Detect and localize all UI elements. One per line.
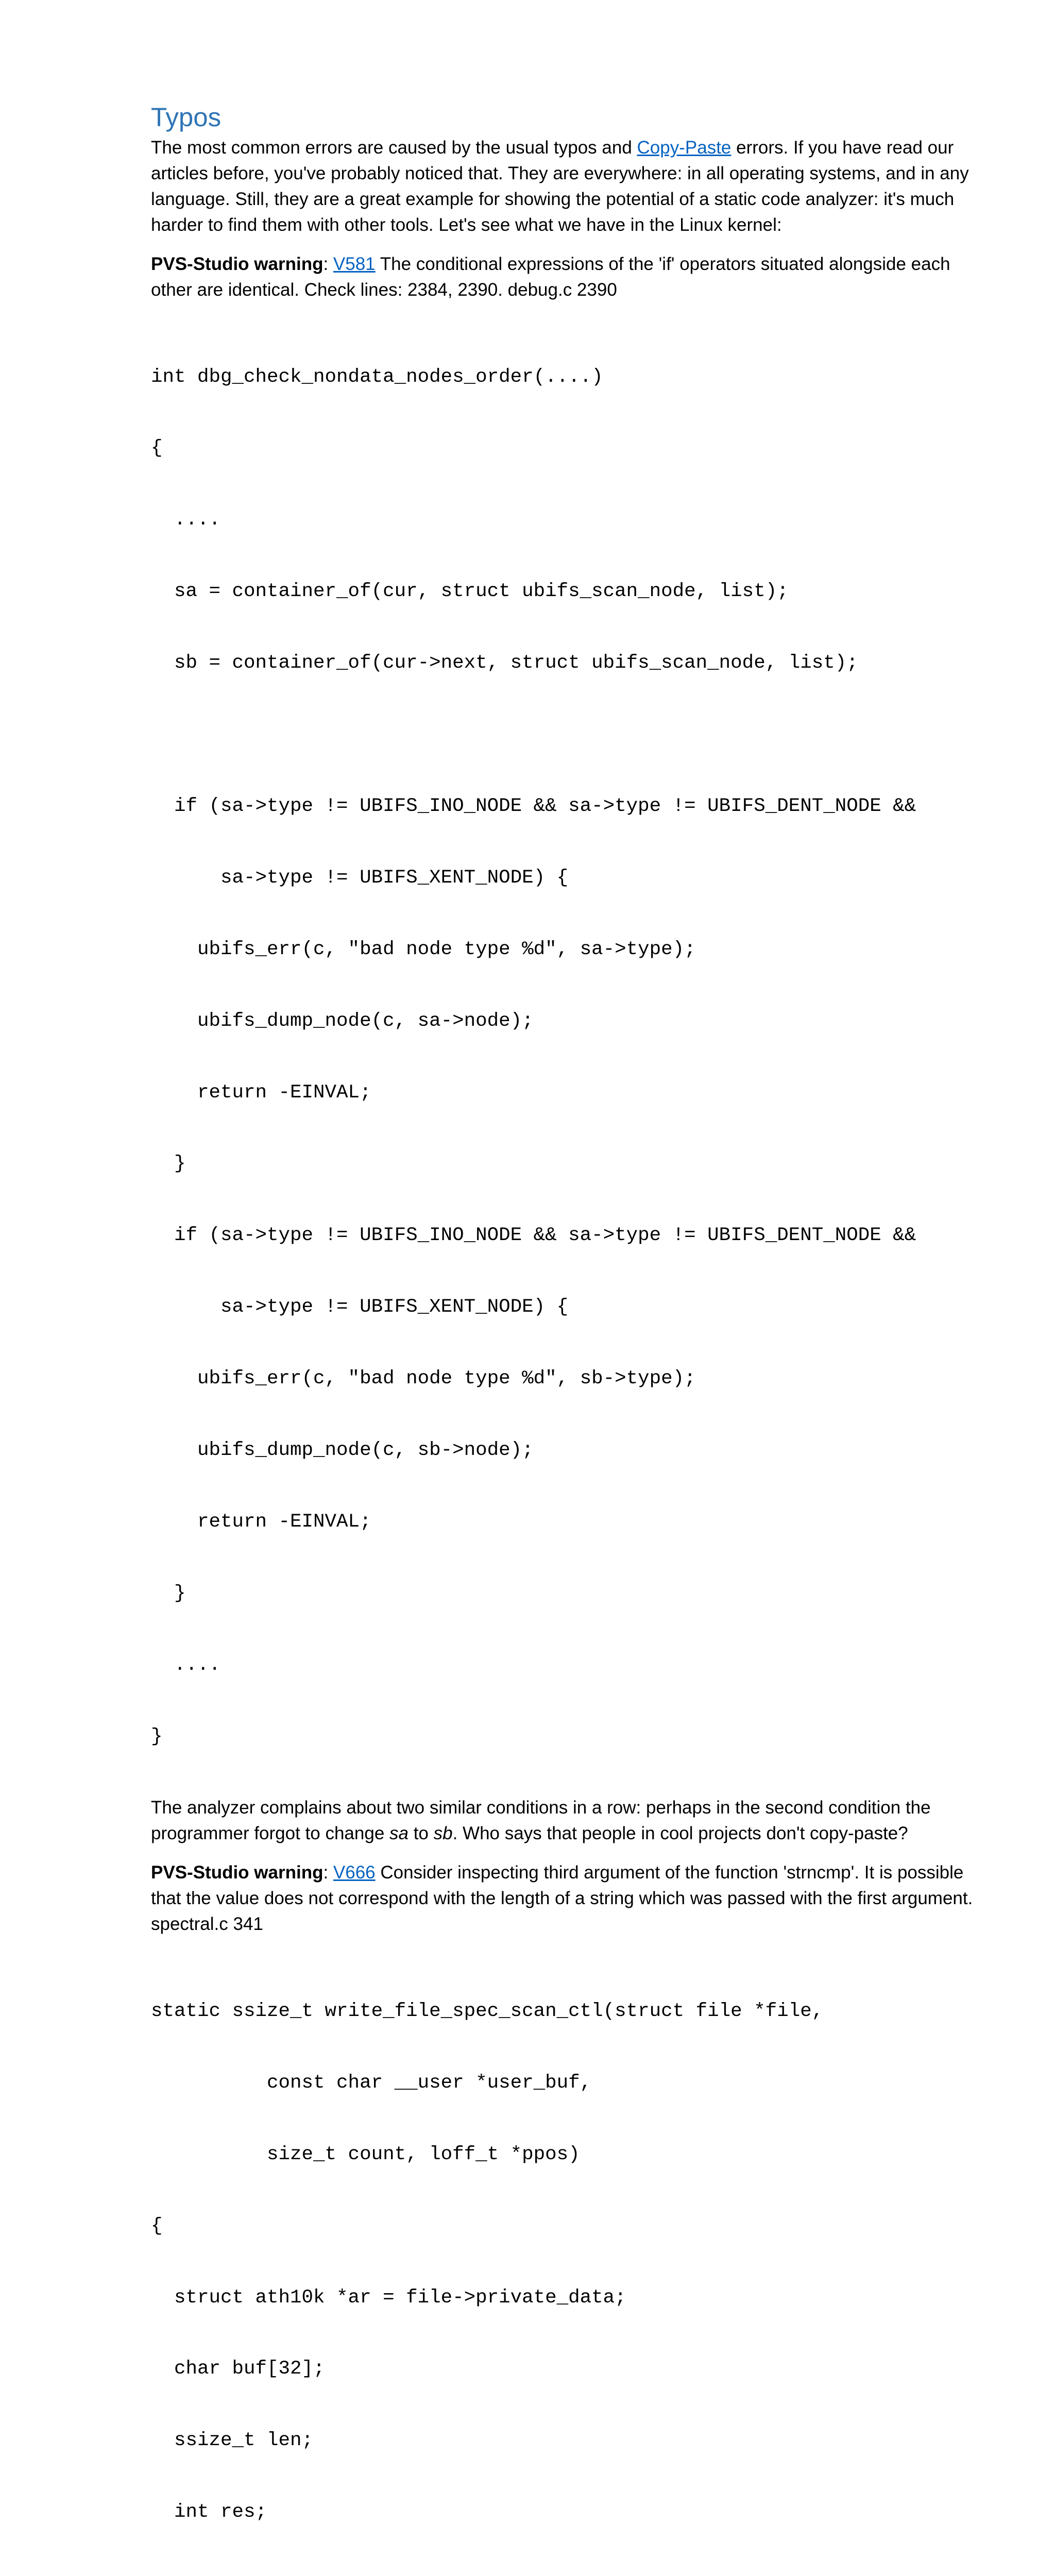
code-line: if (sa->type != UBIFS_INO_NODE && sa->type != UBIFS_DENT_NODE && — [151, 795, 916, 817]
code-block-1 — [151, 317, 985, 1796]
code-line: return -EINVAL; — [151, 1511, 371, 1533]
code-line: } — [151, 1725, 163, 1748]
code-line: ssize_t len; — [151, 2430, 314, 2452]
code-line: int dbg_check_nondata_nodes_order(....) — [151, 366, 603, 388]
code-line: ubifs_err(c, "bad node type %d", sa->type); — [151, 938, 696, 960]
warning-1-label: PVS-Studio warning — [151, 254, 324, 274]
code-line: ubifs_dump_node(c, sa->node); — [151, 1010, 534, 1032]
section-heading: Typos — [151, 103, 222, 132]
code-line: size_t count, loff_t *ppos) — [151, 2143, 580, 2165]
warning-2-label: PVS-Studio warning — [151, 1862, 324, 1883]
code-line: sa->type != UBIFS_XENT_NODE) { — [151, 1296, 569, 1318]
intro-text-2: errors. If you have read our articles before, you've probably noticed that. They are everywhere: in all operating systems, and in any language. Still, they are a great example for showing the potential of a static code analyzer: it's much harder to find them with other tools. Let's see what we have in the Linux kernel: — [151, 138, 969, 235]
code-line: return -EINVAL; — [151, 1081, 371, 1104]
comment-1-text-3: . Who says that people in cool projects don't copy-paste? — [452, 1823, 908, 1844]
warning-2-sep: : — [323, 1862, 333, 1883]
code-line: if (sa->type != UBIFS_INO_NODE && sa->type != UBIFS_DENT_NODE && — [151, 1225, 916, 1247]
warning-1-paragraph — [151, 251, 985, 303]
code-line: ubifs_dump_node(c, sb->node); — [151, 1439, 534, 1461]
code-line: char buf[32]; — [151, 2358, 325, 2380]
code-line: const char __user *user_buf, — [151, 2072, 592, 2094]
code-line: sa = container_of(cur, struct ubifs_scan_node, list); — [151, 581, 789, 603]
code-line: { — [151, 2215, 163, 2237]
document-page — [151, 101, 985, 2576]
code-line — [151, 723, 985, 747]
code-line: .... — [151, 509, 221, 531]
copy-paste-link[interactable]: Copy-Paste — [637, 138, 731, 158]
comment-1-var-sb: sb — [433, 1823, 453, 1844]
intro-paragraph — [151, 135, 985, 238]
code-line — [151, 2572, 985, 2576]
warning-2-text: Consider inspecting third argument of the function 'strncmp'. It is possible that the value does not correspond with the length of a string which was passed with the first argument. spectral.c 341 — [151, 1862, 973, 1935]
code-block-2 — [151, 1952, 985, 2576]
comment-1-text-2: to — [408, 1823, 434, 1844]
code-line: .... — [151, 1654, 221, 1676]
code-line: ubifs_err(c, "bad node type %d", sb->type); — [151, 1368, 696, 1390]
code-line: } — [151, 1582, 186, 1604]
code-line: } — [151, 1153, 186, 1175]
warning-2-paragraph — [151, 1860, 985, 1937]
v666-link[interactable]: V666 — [333, 1862, 376, 1883]
comment-1-paragraph — [151, 1795, 985, 1846]
intro-text-1: The most common errors are caused by the usual typos and — [151, 138, 637, 158]
warning-1-sep: : — [323, 254, 333, 274]
code-line: int res; — [151, 2501, 267, 2523]
code-line: static ssize_t write_file_spec_scan_ctl(struct file *file, — [151, 2001, 824, 2022]
comment-1-text-1: The analyzer complains about two similar conditions in a row: perhaps in the second condition the programmer forgot to change — [151, 1798, 931, 1844]
code-line: struct ath10k *ar = file->private_data; — [151, 2286, 626, 2309]
comment-1-var-sa: sa — [389, 1823, 409, 1844]
code-line: { — [151, 437, 163, 460]
v581-link[interactable]: V581 — [333, 254, 376, 274]
code-line: sa->type != UBIFS_XENT_NODE) { — [151, 867, 569, 889]
code-line: sb = container_of(cur->next, struct ubifs_scan_node, list); — [151, 652, 858, 674]
warning-1-text: The conditional expressions of the 'if' operators situated alongside each other are identical. Check lines: 2384, 2390. debug.c 2390 — [151, 254, 950, 300]
